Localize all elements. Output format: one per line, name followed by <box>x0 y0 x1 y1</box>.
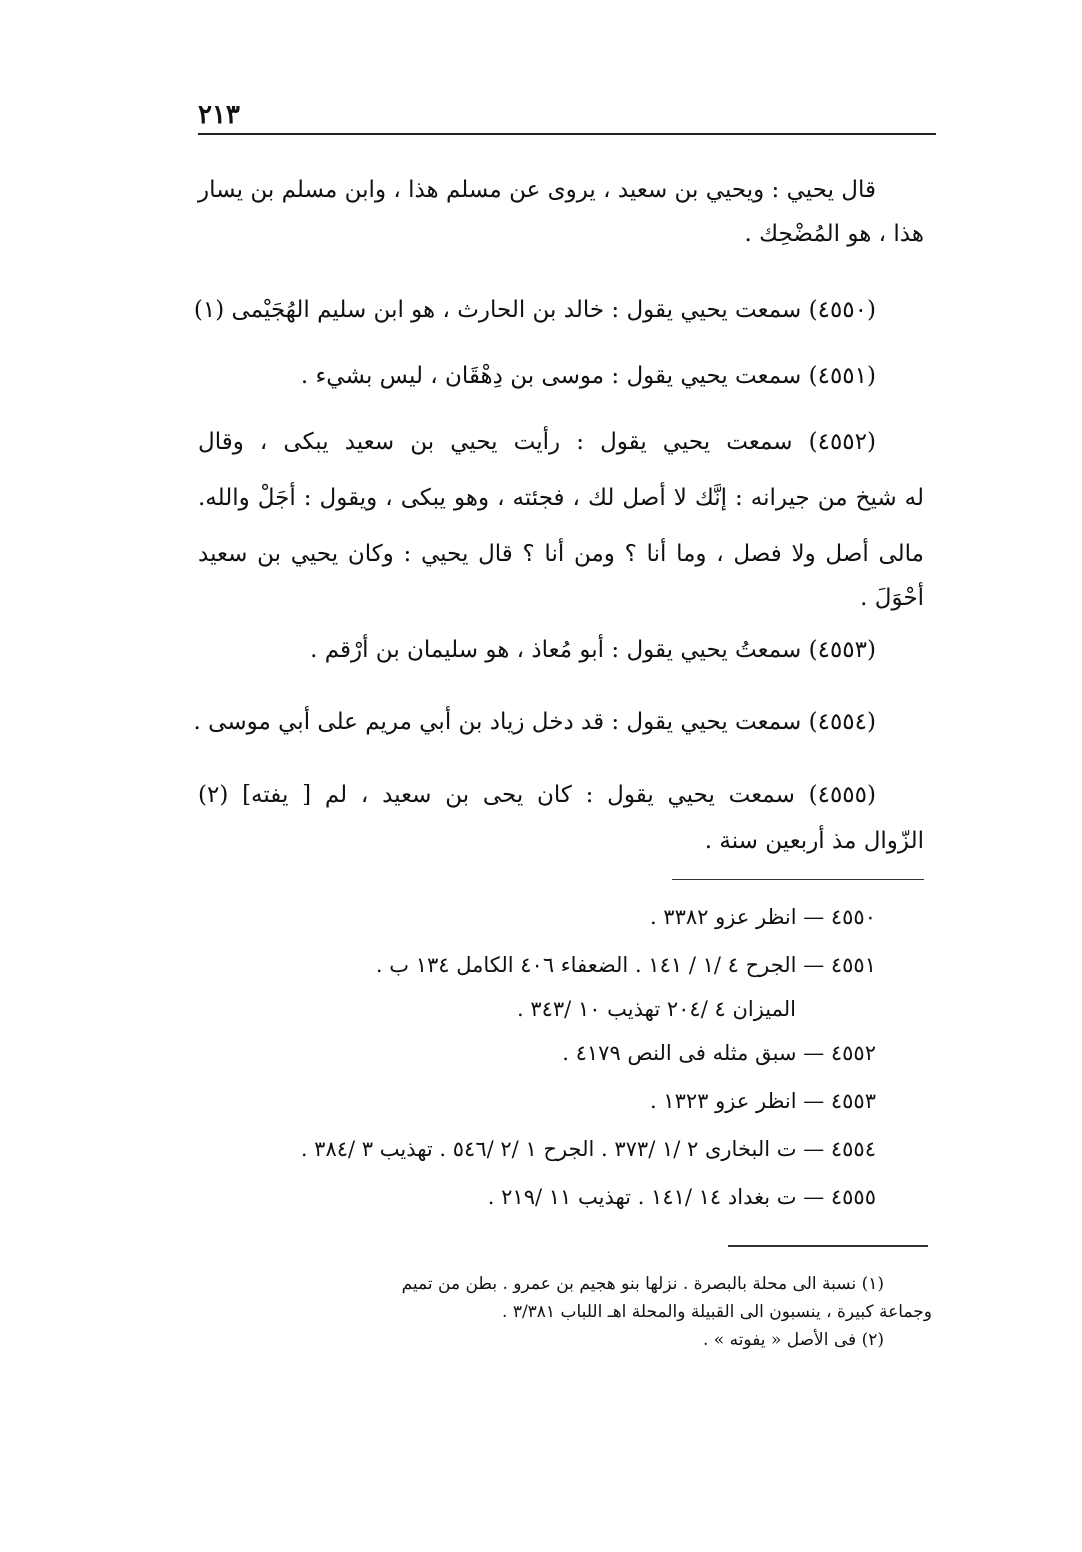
paragraph-4550 <box>193 292 924 328</box>
paragraph-4552 <box>198 424 924 616</box>
footnotes-separator <box>728 1245 928 1247</box>
footnote-line: (٢) فى الأصل « يفوته » . <box>702 1330 884 1350</box>
reference-entry-continuation: الميزان ٤ /٢٠٤ تهذيب ١٠ /٣٤٣ . <box>516 997 796 1021</box>
text-line: (٤٥٥٥) سمعت يحيي يقول : كان يحى بن سعيد ، لم [ يفته] (٢) <box>198 782 876 808</box>
paragraph-4554 <box>193 704 924 740</box>
reference-entry: ٤٥٥٠ — انظر عزو ٣٣٨٢ . <box>649 905 876 929</box>
text-line: (٤٥٥٢) سمعت يحيي يقول : رأيت يحيي بن سعيد يبكى ، وقال <box>198 429 876 455</box>
header-rule <box>198 133 936 135</box>
page-number: ٢١٣ <box>198 100 240 130</box>
footnote-line: وجماعة كبيرة ، ينسبون الى القبيلة والمحلة اهـ اللباب ٣/٣٨١ . <box>502 1302 932 1322</box>
paragraph-intro <box>198 172 924 252</box>
paragraph-4553 <box>198 632 924 668</box>
references-list <box>156 893 876 1221</box>
reference-entry: ٤٥٥٤ — ت البخارى ٢ /١ /٣٧٣ . الجرح ١ /٢ /٥٤٦ . تهذيب ٣ /٣٨٤ . <box>300 1137 876 1161</box>
footnote-line: (١) نسبة الى محلة بالبصرة . نزلها بنو هجيم بن عمرو . بطن من تميم <box>401 1274 884 1294</box>
text-line: مالى أصل ولا فصل ، وما أنا ؟ ومن أنا ؟ قال يحيي : وكان يحيي بن سعيد <box>198 541 924 567</box>
text-line: أحْوَلَ . <box>860 585 924 611</box>
reference-entry: ٤٥٥٢ — سبق مثله فى النص ٤١٧٩ . <box>562 1041 876 1065</box>
text-line: هذا ، هو المُضْحِك . <box>744 221 924 247</box>
text-line: (٤٥٥٠) سمعت يحيي يقول : خالد بن الحارث ، هو ابن سليم الهُجَيْمى (١) <box>193 297 876 323</box>
text-line: (٤٥٥٤) سمعت يحيي يقول : قد دخل زياد بن أبي مريم على أبي موسى . <box>193 709 876 735</box>
reference-entry: ٤٥٥١ — الجرح ٤ /١ / ١٤١ . الضعفاء ٤٠٦ الكامل ١٣٤ ب . <box>375 953 876 977</box>
footnotes <box>192 1270 932 1354</box>
text-line: (٤٥٥٣) سمعتُ يحيي يقول : أبو مُعاذ ، هو سليمان بن أرْقم . <box>310 637 876 663</box>
paragraph-4551 <box>198 358 924 394</box>
reference-entry: ٤٥٥٣ — انظر عزو ١٣٢٣ . <box>649 1089 876 1113</box>
reference-entry: ٤٥٥٥ — ت بغداد ١٤ /١٤١ . تهذيب ١١ /٢١٩ . <box>487 1185 876 1209</box>
references-separator <box>672 879 924 880</box>
text-line: له شيخ من جيرانه : إنَّك لا أصل لك ، فجئته ، وهو يبكى ، ويقول : أجَلْ والله. <box>198 485 924 511</box>
paragraph-4555 <box>198 777 924 859</box>
text-line: (٤٥٥١) سمعت يحيي يقول : موسى بن دِهْقَان ، ليس بشيء . <box>300 363 876 389</box>
text-line: الزّوال مذ أربعين سنة . <box>704 828 924 854</box>
text-line: قال يحيي : ويحيي بن سعيد ، يروى عن مسلم هذا ، وابن مسلم بن يسار <box>198 177 876 203</box>
